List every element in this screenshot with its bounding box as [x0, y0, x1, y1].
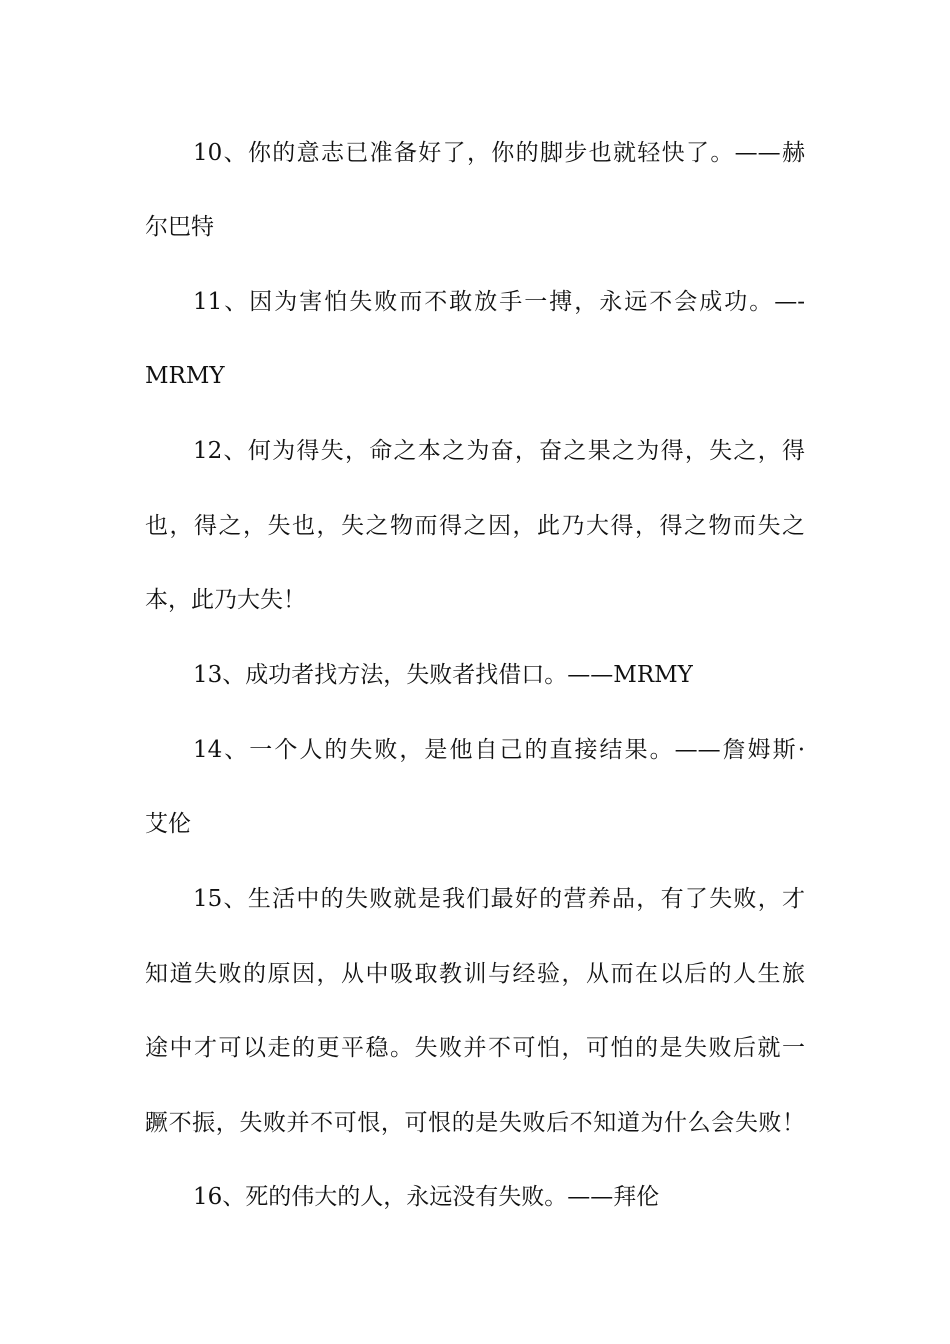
quote-12-line-2: 也，得之，失也，失之物而得之因，此乃大得，得之物而失之: [145, 513, 805, 539]
quote-15-line-4: 蹶不振，失败并不可恨，可恨的是失败后不知道为什么会失败！: [145, 1110, 805, 1136]
quote-15-line-3: 途中才可以走的更平稳。失败并不可怕，可怕的是失败后就一: [145, 1035, 805, 1061]
quote-14-line-2: 艾伦: [145, 811, 191, 837]
quote-14-line-1: 14、一个人的失败，是他自己的直接结果。——詹姆斯·: [193, 737, 805, 763]
quote-10-line-2: 尔巴特: [145, 214, 214, 240]
quote-16-line-1: 16、死的伟大的人，永远没有失败。——拜伦: [193, 1184, 660, 1210]
quote-11-line-2: MRMY: [145, 363, 225, 389]
quote-10-line-1: 10、你的意志已准备好了，你的脚步也就轻快了。——赫: [193, 140, 805, 166]
quote-11-line-1: 11、因为害怕失败而不敢放手一搏，永远不会成功。—-: [193, 289, 805, 315]
quote-15-line-2: 知道失败的原因，从中吸取教训与经验，从而在以后的人生旅: [145, 961, 805, 987]
quote-12-line-3: 本，此乃大失！: [145, 587, 306, 613]
quote-13-line-1: 13、成功者找方法，失败者找借口。——MRMY: [193, 662, 693, 688]
quote-12-line-1: 12、何为得失，命之本之为奋，奋之果之为得，失之，得: [193, 438, 805, 464]
quote-15-line-1: 15、生活中的失败就是我们最好的营养品，有了失败，才: [193, 886, 805, 912]
